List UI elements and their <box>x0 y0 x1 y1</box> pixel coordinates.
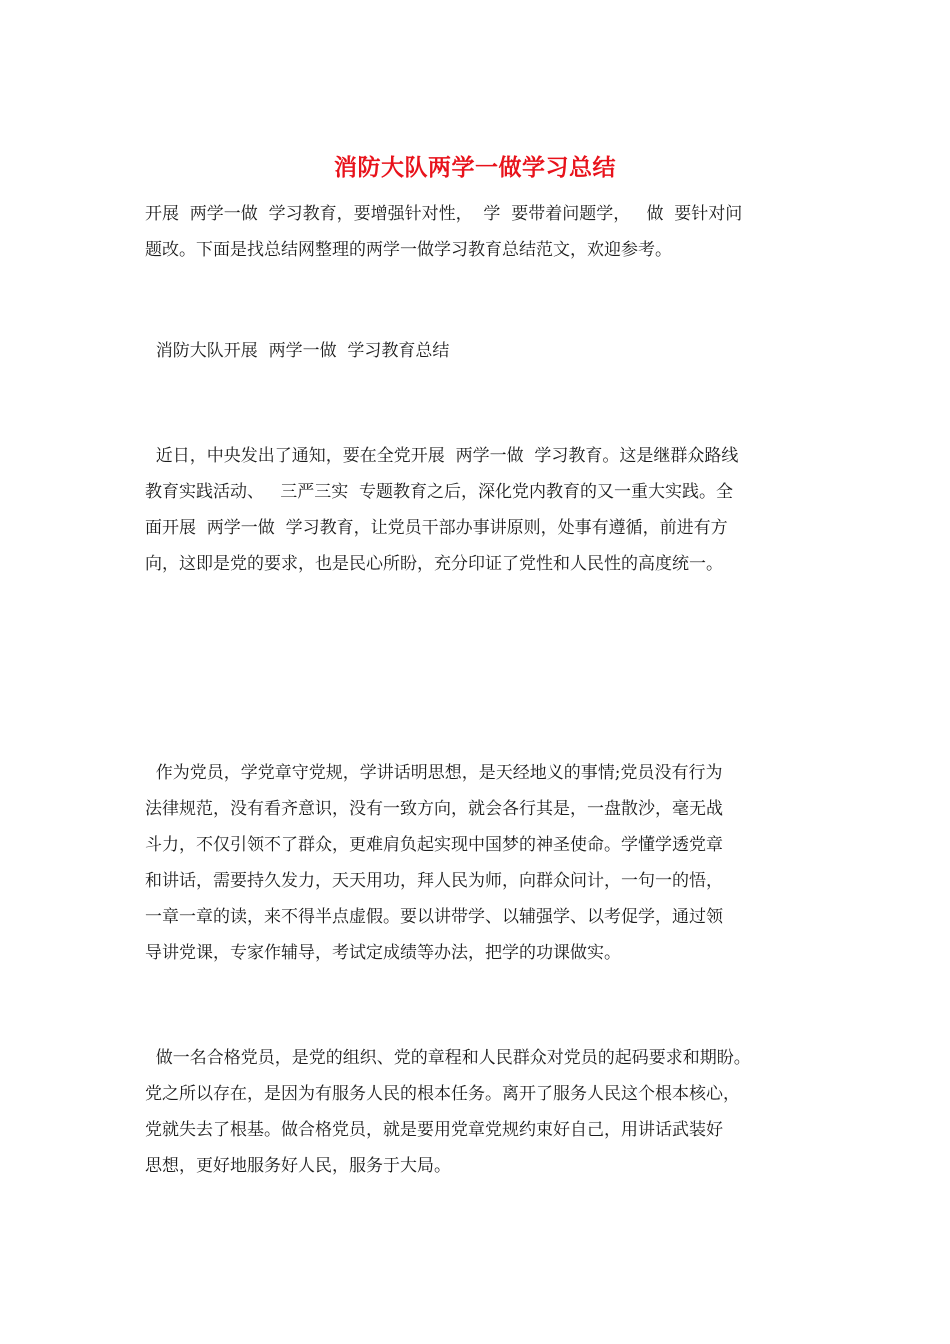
text-line: 开展 两学一做 学习教育，要增强针对性， 学 要带着问题学， 做 要针对问 <box>145 204 743 224</box>
text-line: 思想，更好地服务好人民，服务于大局。 <box>145 1156 451 1176</box>
text-line: 导讲党课，专家作辅导，考试定成绩等办法，把学的功课做实。 <box>145 943 621 963</box>
paragraph-2 <box>145 755 835 971</box>
text-line: 作为党员，学党章守党规，学讲话明思想，是天经地义的事情;党员没有行为 <box>145 763 723 783</box>
text-line: 法律规范，没有看齐意识，没有一致方向，就会各行其是，一盘散沙，毫无战 <box>145 799 723 819</box>
text-line: 党之所以存在，是因为有服务人民的根本任务。离开了服务人民这个根本核心， <box>145 1084 740 1104</box>
intro-paragraph <box>145 196 835 268</box>
text-line: 教育实践活动、 三严三实 专题教育之后，深化党内教育的又一重大实践。全 <box>145 482 734 502</box>
text-line: 一章一章的读，来不得半点虚假。要以讲带学、以辅强学、以考促学，通过领 <box>145 907 723 927</box>
text-line: 党就失去了根基。做合格党员，就是要用党章党规约束好自己，用讲话武装好 <box>145 1120 723 1140</box>
text-line: 做一名合格党员，是党的组织、党的章程和人民群众对党员的起码要求和期盼。 <box>145 1048 751 1068</box>
document-title: 消防大队两学一做学习总结 <box>334 154 616 181</box>
text-line: 和讲话，需要持久发力，天天用功，拜人民为师，向群众问计，一句一的悟， <box>145 871 723 891</box>
text-line: 题改。下面是找总结网整理的两学一做学习教育总结范文，欢迎参考。 <box>145 240 672 260</box>
text-line: 斗力，不仅引领不了群众，更难肩负起实现中国梦的神圣使命。学懂学透党章 <box>145 835 723 855</box>
text-line: 面开展 两学一做 学习教育，让党员干部办事讲原则，处事有遵循，前进有方 <box>145 518 728 538</box>
section-heading: 消防大队开展 两学一做 学习教育总结 <box>145 341 450 361</box>
paragraph-3 <box>145 1040 835 1184</box>
paragraph-1 <box>145 438 835 582</box>
text-line: 向，这即是党的要求，也是民心所盼，充分印证了党性和人民性的高度统一。 <box>145 554 723 574</box>
text-line: 近日，中央发出了通知，要在全党开展 两学一做 学习教育。这是继群众路线 <box>145 446 739 466</box>
